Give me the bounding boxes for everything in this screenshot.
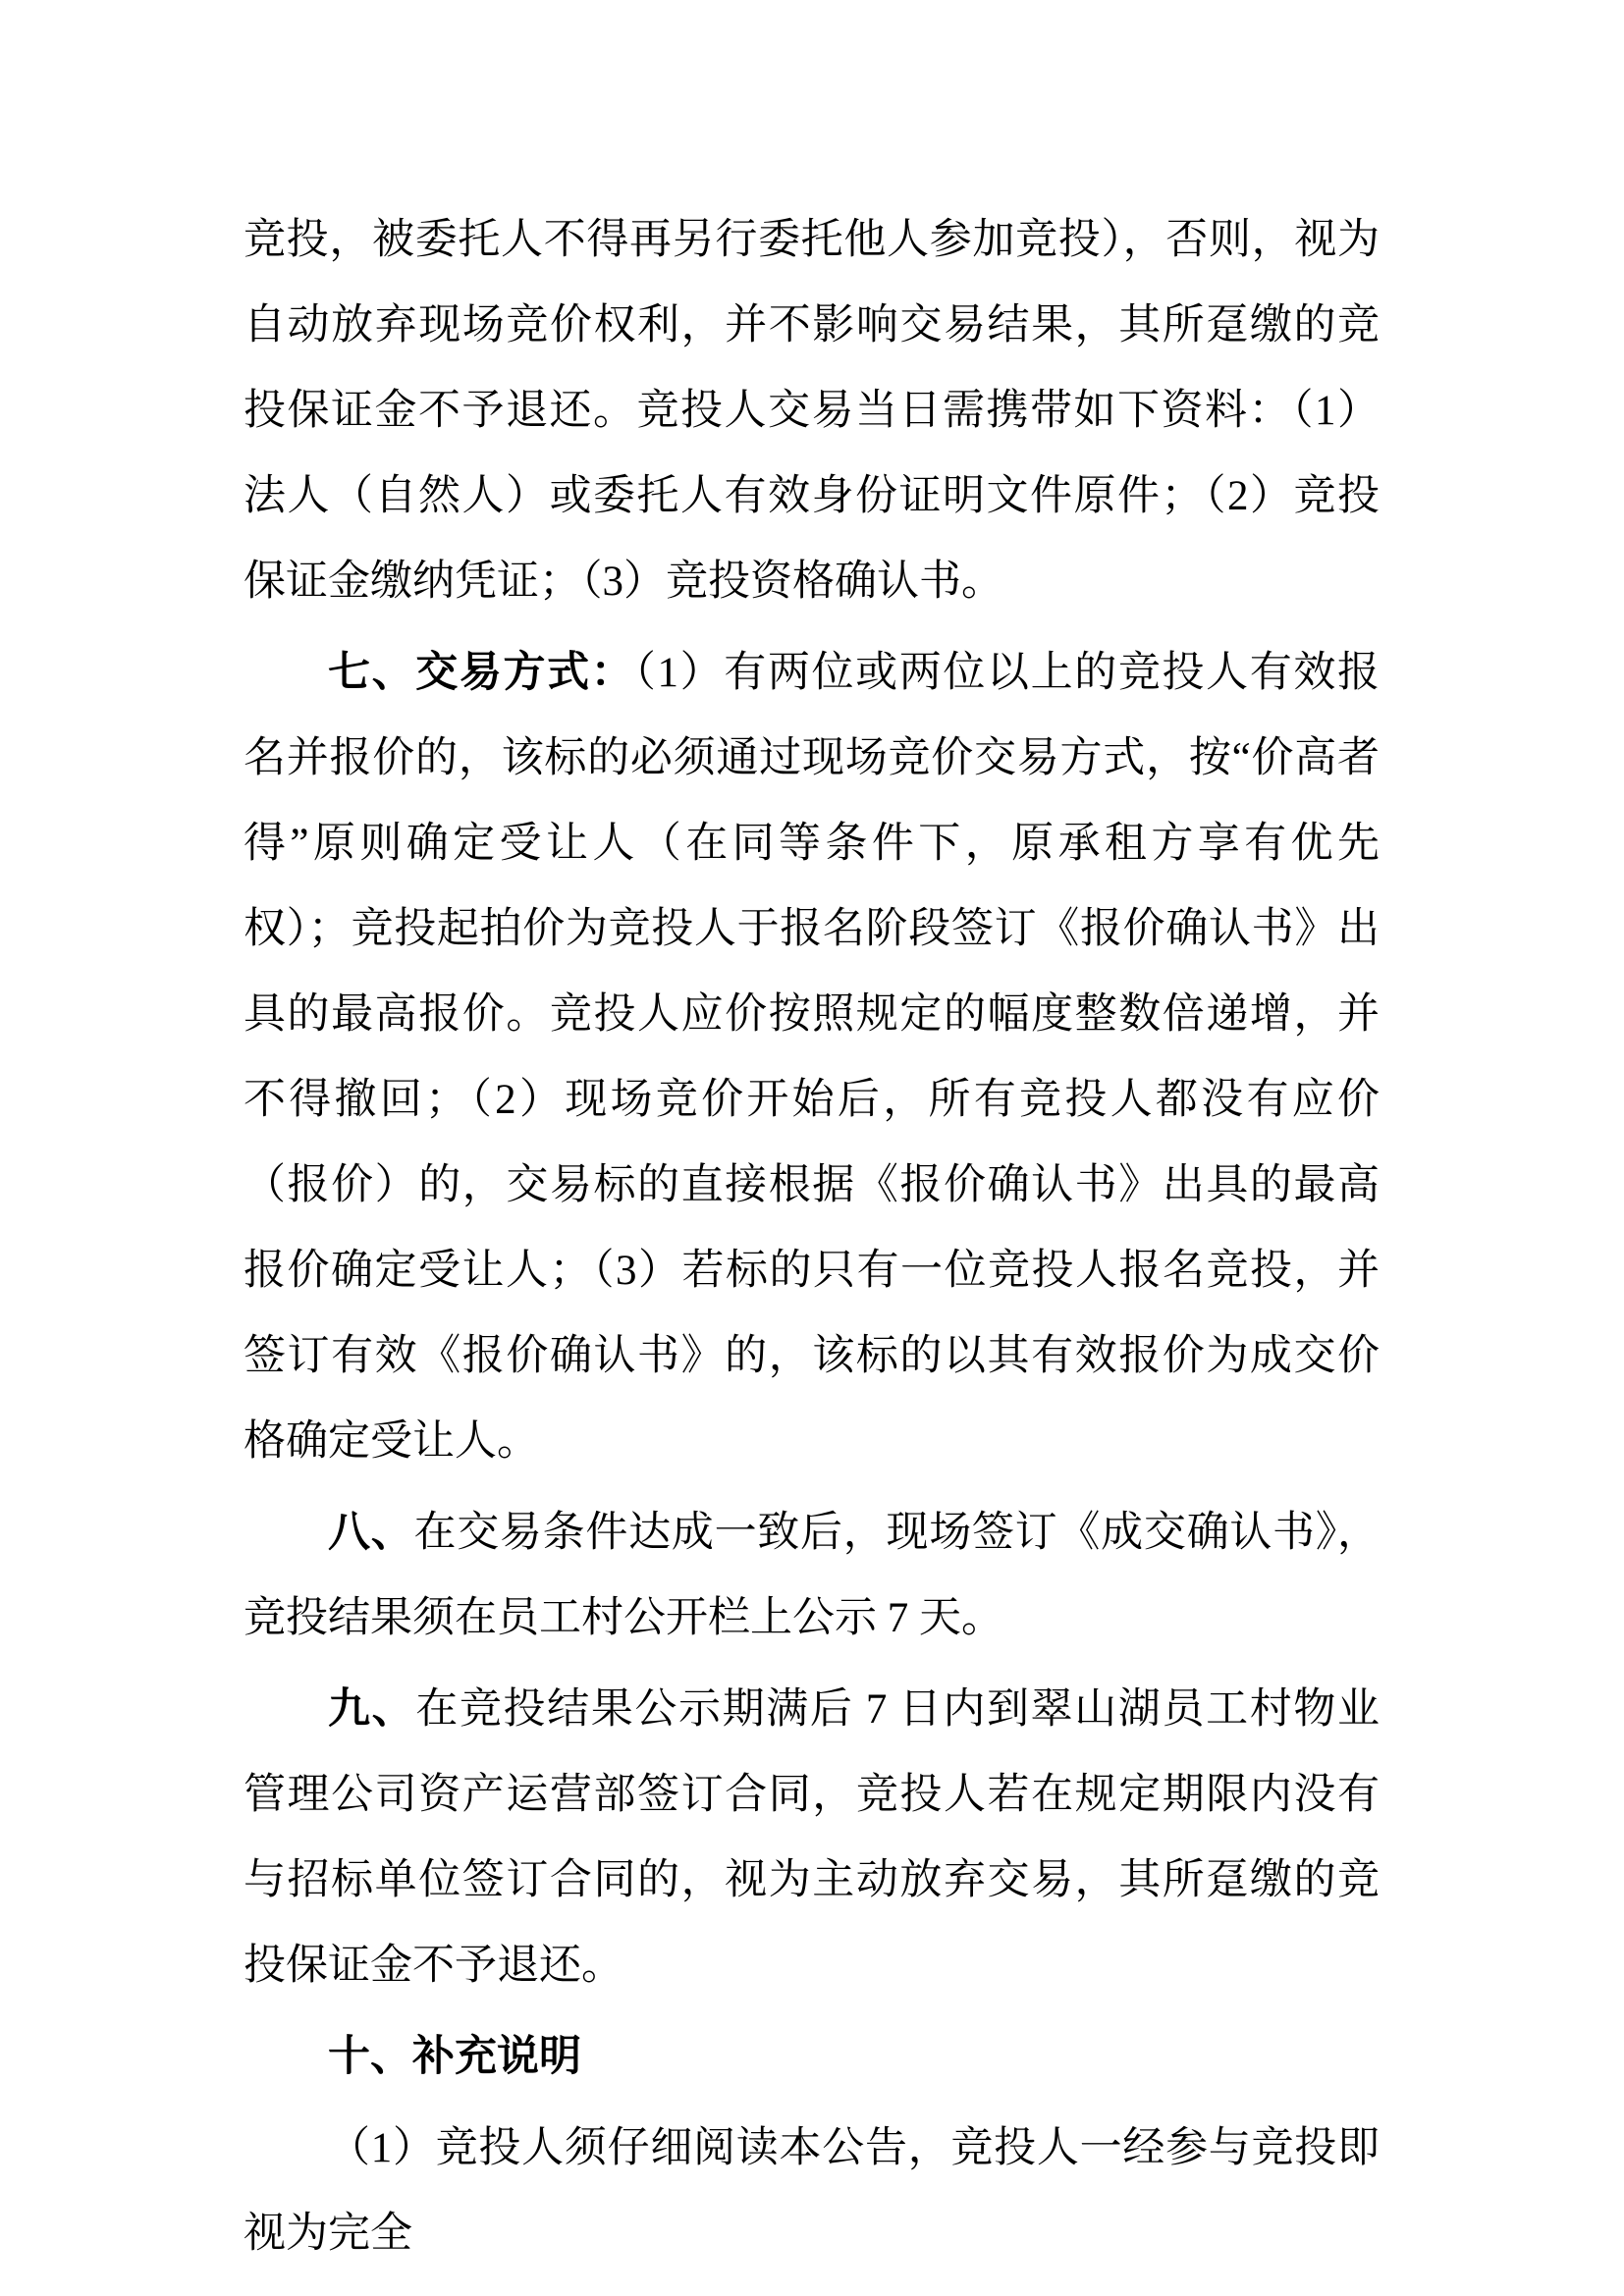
section-number-label: 九、	[328, 1686, 416, 1733]
paragraph-section-7-trade-method	[244, 630, 1380, 1484]
paragraph-intro-continuation	[244, 197, 1380, 624]
section-number-label: 八、	[328, 1510, 414, 1556]
paragraph-text: 竞投，被委托人不得再另行委托他人参加竞投），否则，视为自动放弃现场竞价权利，并不影响交易结果，其所趸缴的竞投保证金不予退还。竞投人交易当日需携带如下资料：（1）法人（自然人）或委托人有效身份证明文件原件；（2）竞投保证金缴纳凭证；（3）竞投资格确认书。	[244, 217, 1380, 605]
paragraph-text: （1）竞投人须仔细阅读本公告，竞投人一经参与竞投即视为完全	[244, 2125, 1380, 2257]
paragraph-section-9	[244, 1667, 1380, 2008]
section-number-label: 七、交易方式：	[328, 650, 635, 696]
paragraph-text: 在竞投结果公示期满后 7 日内到翠山湖员工村物业管理公司资产运营部签订合同，竞投人若在规定期限内没有与招标单位签订合同的，视为主动放弃交易，其所趸缴的竞投保证金不予退还。	[244, 1686, 1380, 1989]
paragraph-section-10-heading	[244, 2014, 1380, 2100]
paragraph-section-8	[244, 1490, 1380, 1661]
section-heading-label: 十、补充说明	[328, 2034, 581, 2080]
paragraph-text: （1）有两位或两位以上的竞投人有效报名并报价的，该标的必须通过现场竞价交易方式，按“价高者得”原则确定受让人（在同等条件下，原承租方享有优先权）；竞投起拍价为竞投人于报名阶段签订《报价确认书》出具的最高报价。竞投人应价按照规定的幅度整数倍递增，并不得撤回；（2）现场竞价开始后，所有竞投人都没有应价（报价）的，交易标的直接根据《报价确认书》出具的最高报价确定受让人；（3）若标的只有一位竞投人报名竞投，并签订有效《报价确认书》的，该标的以其有效报价为成交价格确定受让人。	[244, 650, 1380, 1465]
paragraph-supplement-item-1	[244, 2106, 1380, 2276]
paragraph-text: 在交易条件达成一致后，现场签订《成交确认书》，竞投结果须在员工村公开栏上公示 7 天。	[244, 1510, 1380, 1641]
